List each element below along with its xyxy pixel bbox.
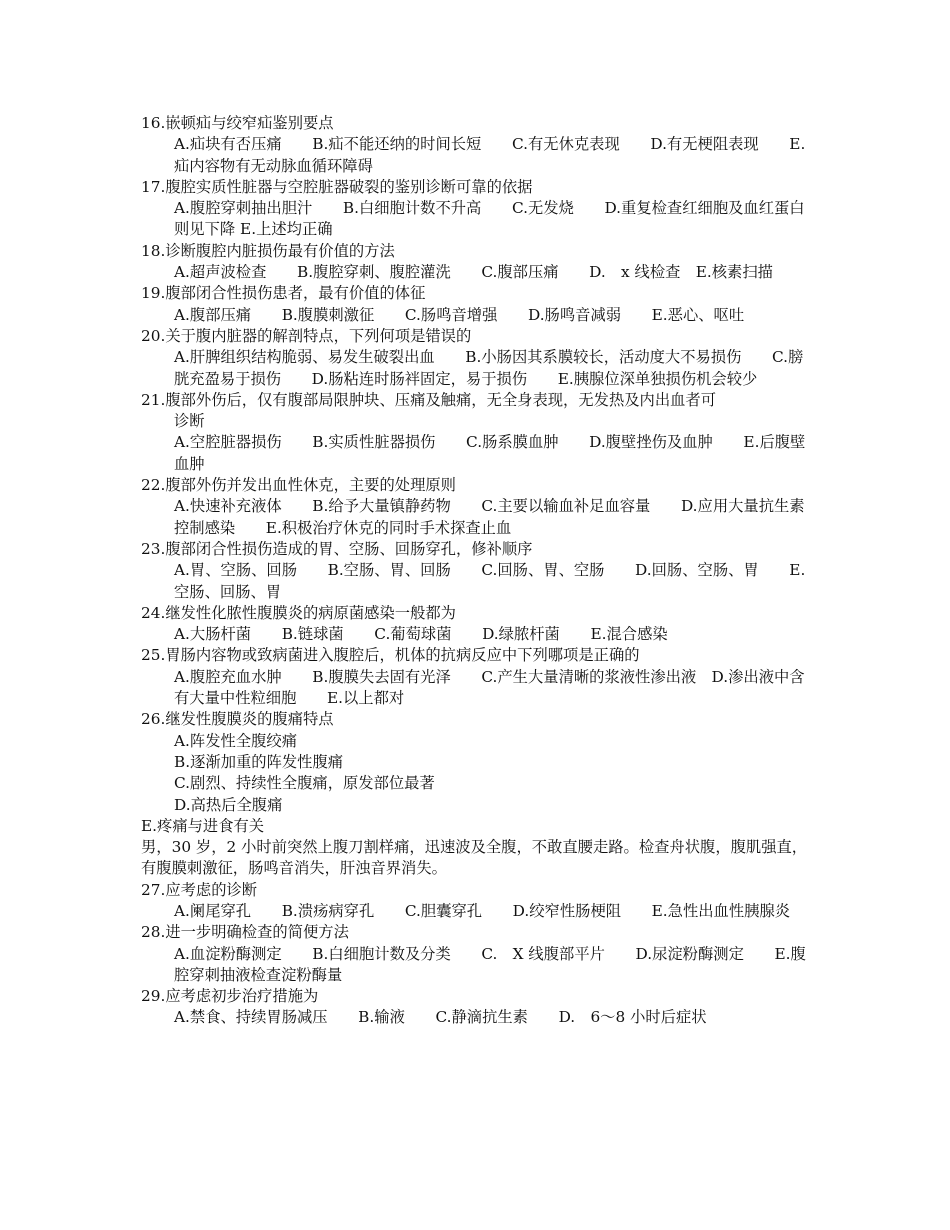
question-26: 26.继发性腹膜炎的腹痛特点 [141, 710, 334, 729]
options-17: A.腹腔穿刺抽出胆汁 B.白细胞计数不升高 C.无发烧 D.重复检查红细胞及血红蛋白则见下降 E.上述均正确 [174, 199, 805, 239]
options-22: A.快速补充液体 B.给予大量镇静药物 C.主要以输血补足血容量 D.应用大量抗生素控制感染 E.积极治疗休克的同时手术探查止血 [174, 497, 805, 537]
question-21: 21.腹部外伤后，仅有腹部局限肿块、压痛及触痛，无全身表现，无发热及内出血者可 [141, 390, 717, 409]
options-24: A.大肠杆菌 B.链球菌 C.葡萄球菌 D.绿脓杆菌 E.混合感染 [174, 625, 668, 644]
option-26-a: A.阵发性全腹绞痛 [174, 731, 297, 750]
question-27: 27.应考虑的诊断 [141, 880, 258, 899]
option-26-e: E.疼痛与进食有关 [141, 816, 265, 835]
question-20: 20.关于腹内脏器的解剖特点，下列何项是错误的 [141, 326, 472, 345]
options-29: A.禁食、持续胃肠减压 B.输液 C.静滴抗生素 D. 6～8 小时后症状 [174, 1008, 707, 1027]
options-18: A.超声波检查 B.腹腔穿刺、腹腔灌洗 C.腹部压痛 D. x 线检查 E.核素扫描 [174, 263, 773, 282]
options-20: A.肝脾组织结构脆弱、易发生破裂出血 B.小肠因其系膜较长，活动度大不易损伤 C.膀胱充盈易于损伤 D.肠粘连时肠袢固定，易于损伤 E.胰腺位深单独损伤机会较少 [174, 348, 804, 388]
options-19: A.腹部压痛 B.腹膜刺激征 C.肠鸣音增强 D.肠鸣音减弱 E.恶心、呕吐 [174, 305, 745, 324]
options-23: A.胃、空肠、回肠 B.空肠、胃、回肠 C.回肠、胃、空肠 D.回肠、空肠、胃 E.空肠、回肠、胃 [174, 561, 806, 601]
question-17: 17.腹腔实质性脏器与空腔脏器破裂的鉴别诊断可靠的依据 [141, 177, 533, 196]
options-27: A.阑尾穿孔 B.溃疡病穿孔 C.胆囊穿孔 D.绞窄性肠梗阻 E.急性出血性胰腺炎 [174, 901, 791, 920]
option-26-c: C.剧烈、持续性全腹痛，原发部位最著 [174, 774, 435, 793]
question-28: 28.进一步明确检查的简便方法 [141, 923, 349, 942]
question-22: 22.腹部外伤并发出血性休克，主要的处理原则 [141, 476, 456, 495]
question-23: 23.腹部闭合性损伤造成的胃、空肠、回肠穿孔，修补顺序 [141, 539, 533, 558]
question-19: 19.腹部闭合性损伤患者，最有价值的体征 [141, 284, 426, 303]
question-16: 16.嵌顿疝与绞窄疝鉴别要点 [141, 114, 334, 132]
option-26-d: D.高热后全腹痛 [174, 795, 283, 814]
case-description: 男，30 岁，2 小时前突然上腹刀割样痛，迅速波及全腹，不敢直腰走路。检查舟状腹，腹肌强直，有腹膜刺激征，肠鸣音消失，肝浊音界消失。 [141, 838, 808, 878]
options-25: A.腹腔充血水肿 B.腹膜失去固有光泽 C.产生大量清晰的浆液性渗出液 D.渗出液中含有大量中性粒细胞 E.以上都对 [174, 667, 805, 708]
question-21-continuation: 诊断 [174, 412, 205, 431]
question-25: 25.胃肠内容物或致病菌进入腹腔后，机体的抗病反应中下列哪项是正确的 [141, 646, 640, 665]
options-21: A.空腔脏器损伤 B.实质性脏器损伤 C.肠系膜血肿 D.腹壁挫伤及血肿 E.后腹壁血肿 [174, 433, 806, 473]
question-29: 29.应考虑初步治疗措施为 [141, 987, 319, 1006]
question-18: 18.诊断腹腔内脏损伤最有价值的方法 [141, 241, 395, 260]
question-24: 24.继发性化脓性腹膜炎的病原菌感染一般都为 [141, 603, 456, 622]
options-28: A.血淀粉酶测定 B.白细胞计数及分类 C. X 线腹部平片 D.尿淀粉酶测定 E.腹腔穿刺抽液检查淀粉酶量 [174, 944, 806, 984]
options-16: A.疝块有否压痛 B.疝不能还纳的时间长短 C.有无休克表现 D.有无梗阻表现 E.疝内容物有无动脉血循环障碍 [174, 135, 806, 175]
option-26-b: B.逐渐加重的阵发性腹痛 [174, 752, 344, 771]
